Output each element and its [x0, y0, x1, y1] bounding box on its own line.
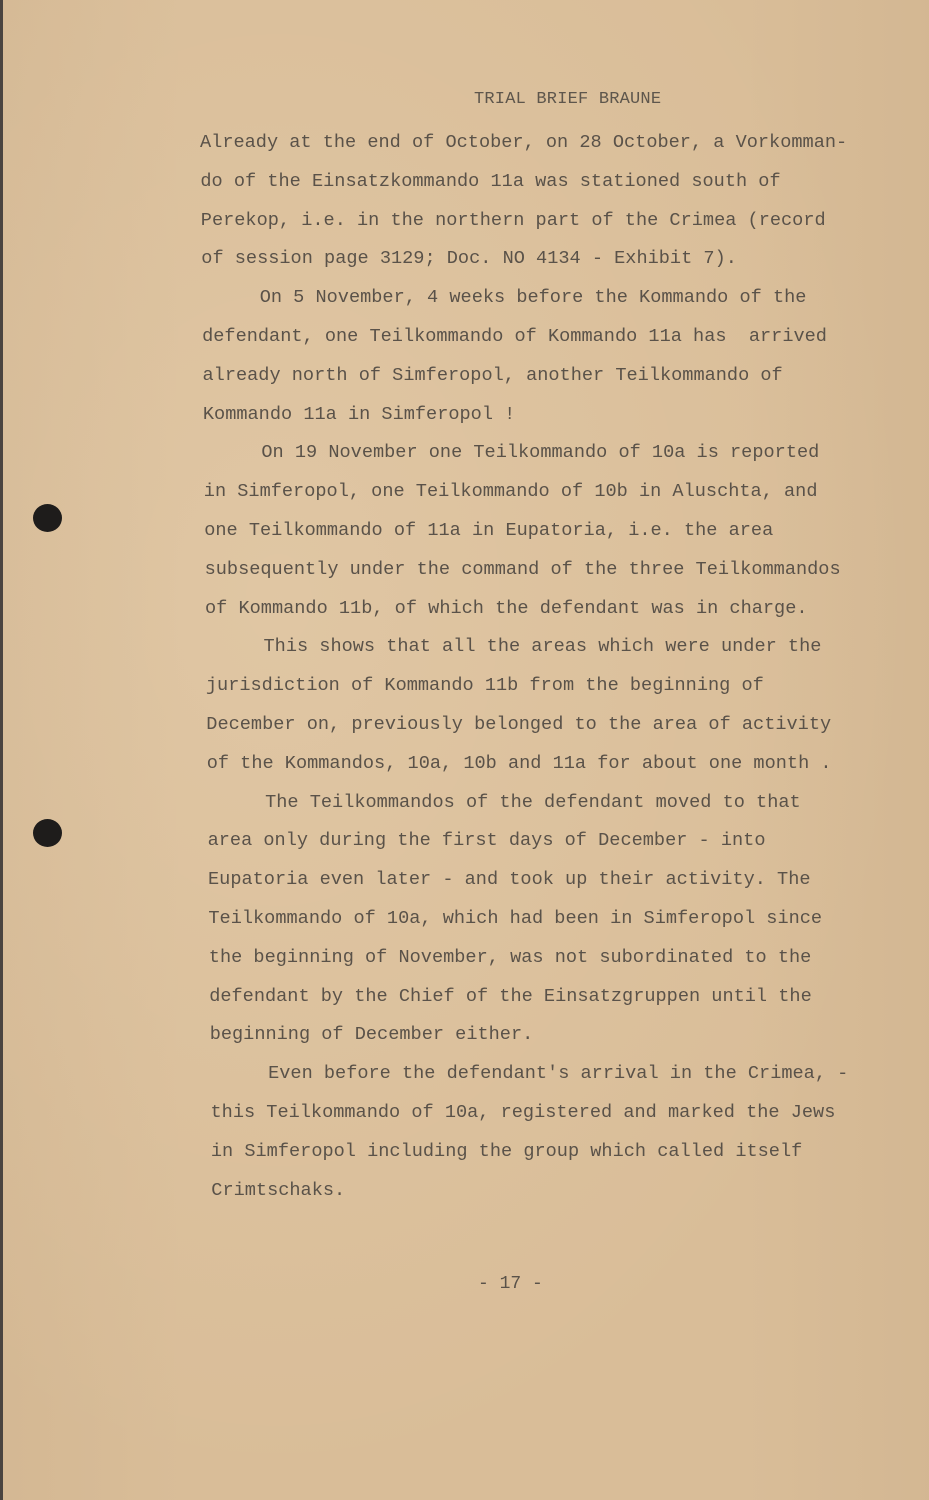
text-line: of the Kommandos, 10a, 10b and 11a for about one month .	[206, 752, 832, 774]
text-line: already north of Simferopol, another Teilkommando of	[202, 364, 783, 386]
text-line: area only during the first days of December - into	[207, 830, 766, 852]
text-line: December on, previously belonged to the area of activity	[206, 713, 832, 735]
punch-hole	[33, 504, 62, 532]
text-line: Perekop, i.e. in the northern part of the Crimea (record	[200, 209, 826, 231]
text-line: in Simferopol including the group which called itself	[210, 1140, 803, 1162]
text-line: This shows that all the areas which were under the	[263, 636, 822, 658]
text-line: Eupatoria even later - and took up their activity. The	[208, 869, 811, 891]
paragraph	[200, 124, 880, 279]
text-line: The Teilkommandos of the defendant moved to that	[265, 791, 801, 813]
text-line: the beginning of November, was not subordinated to the	[208, 946, 812, 968]
text-line: one Teilkommando of 11a in Eupatoria, i.e. the area	[204, 519, 774, 541]
page-number: - 17 -	[478, 1274, 543, 1294]
text-line: On 5 November, 4 weeks before the Kommando of the	[259, 287, 807, 309]
text-line: this Teilkommando of 10a, registered and marked the Jews	[210, 1101, 836, 1123]
paragraph	[200, 279, 880, 434]
text-line: defendant by the Chief of the Einsatzgruppen until the	[209, 985, 812, 1007]
text-line: in Simferopol, one Teilkommando of 10b in Aluschta, and	[203, 481, 818, 503]
text-line: Teilkommando of 10a, which had been in Simferopol since	[208, 907, 823, 929]
punch-hole	[33, 819, 62, 847]
text-line: jurisdiction of Kommando 11b from the beginning of	[205, 675, 764, 697]
text-line: Crimtschaks.	[211, 1179, 346, 1201]
text-line: On 19 November one Teilkommando of 10a is reported	[261, 442, 820, 464]
text-line: of Kommando 11b, of which the defendant was in charge.	[205, 597, 808, 619]
text-line: do of the Einsatzkommando 11a was stationed south of	[200, 170, 781, 192]
text-line: defendant, one Teilkommando of Kommando 11a has arrived	[202, 325, 827, 347]
paragraph	[200, 434, 880, 628]
paragraph	[200, 628, 880, 783]
paragraph	[200, 784, 880, 1056]
paragraph	[200, 1055, 880, 1210]
page-header: TRIAL BRIEF BRAUNE	[474, 90, 662, 109]
text-line: Even before the defendant's arrival in the Crimea, -	[268, 1063, 849, 1085]
document-body	[200, 124, 880, 1210]
text-line: subsequently under the command of the three Teilkommandos	[204, 558, 841, 580]
page-edge	[0, 0, 3, 1500]
text-line: Already at the end of October, on 28 October, a Vorkomman-	[200, 132, 848, 153]
text-line: of session page 3129; Doc. NO 4134 - Exhibit 7).	[201, 248, 737, 270]
text-line: Kommando 11a in Simferopol !	[202, 403, 516, 425]
text-line: beginning of December either.	[209, 1024, 534, 1046]
